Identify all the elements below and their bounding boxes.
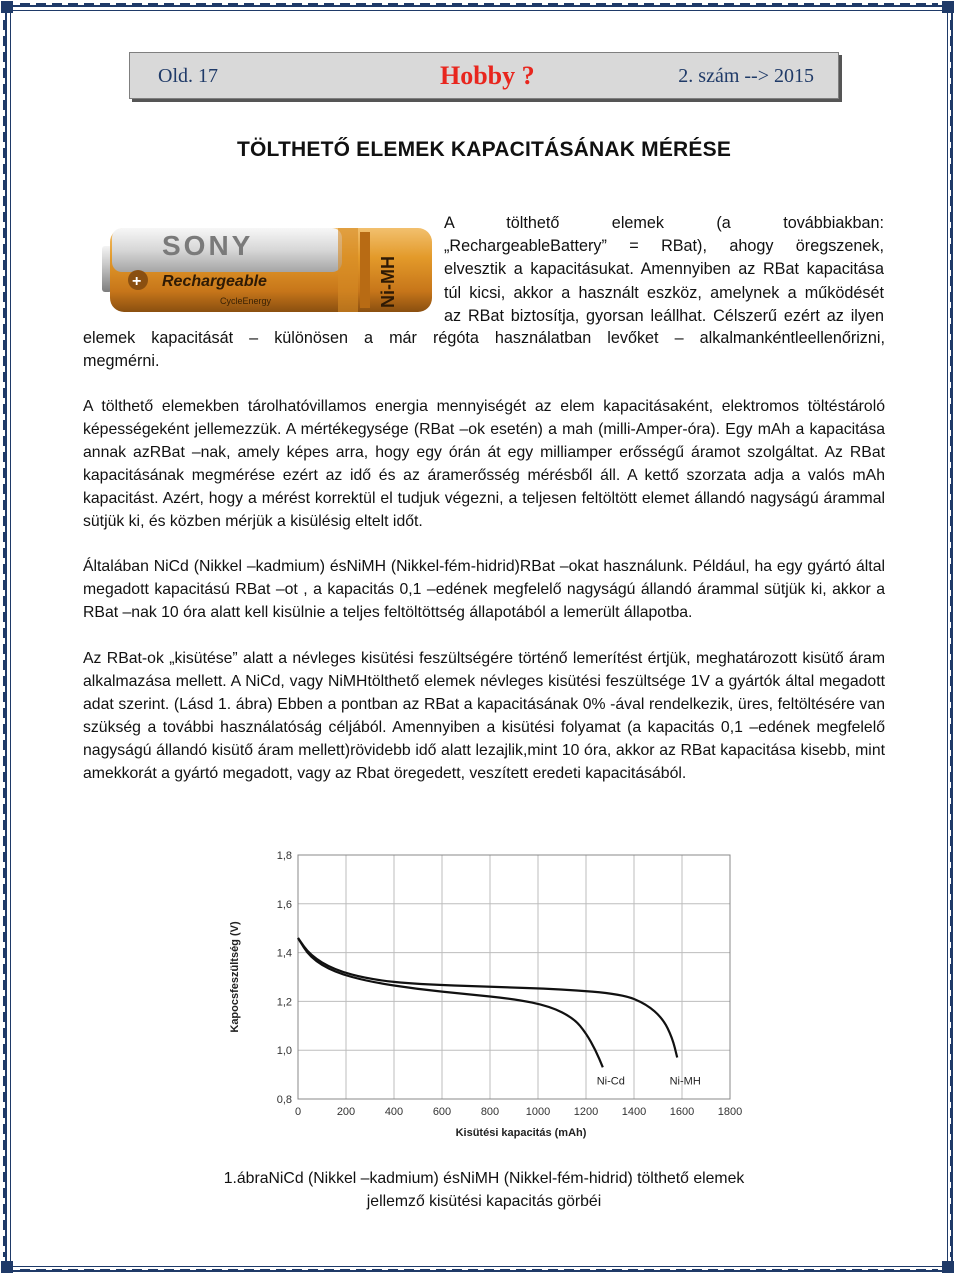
battery-brand-text: SONY bbox=[162, 230, 254, 261]
chart-y-tick-label: 1,2 bbox=[276, 996, 292, 1009]
intro-last-line: megmérni. bbox=[83, 352, 160, 370]
chart-y-tick-label: 1,6 bbox=[276, 898, 292, 911]
chart-y-tick-label: 1,8 bbox=[276, 850, 292, 862]
corner-ornament bbox=[942, 1, 954, 13]
chart-x-tick-label: 1400 bbox=[621, 1106, 647, 1118]
battery-stripe bbox=[338, 228, 358, 312]
article-title: TÖLTHETŐ ELEMEK KAPACITÁSÁNAK MÉRÉSE bbox=[236, 138, 732, 161]
chart-series-label-ni-cd: Ni-Cd bbox=[596, 1075, 625, 1088]
figure-caption-line: jellemző kisütési kapacitás görbéi bbox=[366, 1193, 602, 1210]
chart-x-tick-label: 600 bbox=[432, 1106, 452, 1118]
paragraph-capacity-definition: A tölthető elemekben tárolhatóvillamos energia mennyiségét az elem kapacitásaként, elektromos töltéstároló képességeként jellemezzük. A mértékegysége (RBat –ok esetén) a mah (milli-Amper-óra). Egy mAh a kapacitása annak azRBat –nak, amely képes arra, hogy egy órán át egy milliamper erősségű áramot szolgáltat. Az RBat kapacitásának megmérése ezért az idő és az áramerősség mérésből áll. A kettő szorzata adja a valós mAh kapacitást. Azért, hogy a mérést korrektül el tudjuk végezni, a teljesen feltöltött elemet állandó nagyságú árammal sütjük ki, és közben mérjük a kisülésig eltelt időt. bbox=[83, 398, 885, 530]
chart-y-tick-label: 0,8 bbox=[276, 1094, 292, 1106]
page-border-right-dash bbox=[950, 20, 953, 1257]
chart-x-tick-label: 800 bbox=[480, 1106, 500, 1118]
intro-line: elvesztik a kapacitásukat. Amennyiben az RBat kapacitása bbox=[444, 260, 884, 279]
paragraph-battery-types: Általában NiCd (Nikkel –kadmium) ésNiMH (Nikkel-fém-hidrid)RBat –okat használunk. Például, ha egy gyártó által megadott kapacitású RBat –ot , a kapacitás 0,1 –edének megfelelő nagyságú állandó árammal sütjük ki, akkor a RBat –nak 10 óra alatt kell kisülnie a teljes feltöltöttség állapotából a lemerült állapotba. bbox=[83, 558, 885, 621]
page-border-top-dash bbox=[20, 3, 938, 6]
chart-x-tick-label: 1600 bbox=[669, 1106, 695, 1118]
battery-image bbox=[102, 222, 438, 318]
chart-x-tick-label: 400 bbox=[384, 1106, 404, 1118]
battery-label-text: Rechargeable bbox=[162, 273, 267, 290]
chart-x-tick-label: 1800 bbox=[717, 1106, 742, 1118]
paragraph-discharge: Az RBat-ok „kisütése” alatt a névleges kisütési feszültségére történő lemerítést értjük, meghatározott kisütő áram alkalmazása mellett. A NiCd, vagy NiMHtölthető elemek névleges kisütési feszültsége 1V a gyártók által megadott adat szerint. (Lásd 1. ábra) Ebben a pontban az RBat a kapacitásának 0% -ával rendelkezik, üres, feltöltésére van szükség a további használatóság céljából. Amennyiben a kisütési folyamat (a kapacitás 0,1 –edének megfelelő nagyságú állandó kisütő áram mellett)rövidebb idő alatt lezajlik,mint 10 óra, akkor az RBat kapacitása kisebb, mint amekkorát a gyártó megadott, vagy az Rbat öregedett, veszített eredeti kapacitásából. bbox=[83, 650, 885, 782]
chart-line-ni-mh bbox=[298, 938, 677, 1058]
header-page-number: Old. 17 bbox=[158, 65, 218, 87]
header-issue: 2. szám --> 2015 bbox=[678, 65, 814, 87]
battery-type-text: Ni-MH bbox=[378, 256, 398, 308]
header-box bbox=[129, 52, 839, 99]
chart-series-label-ni-mh: Ni-MH bbox=[669, 1075, 701, 1088]
chart-line-ni-cd bbox=[298, 938, 603, 1067]
chart-x-tick-label: 1000 bbox=[525, 1106, 551, 1118]
intro-wide-line: elemek kapacitását – különösen a már régóta használatban levőket – alkalmankéntleellenőrizni, bbox=[83, 329, 885, 347]
chart-y-tick-label: 1,0 bbox=[276, 1045, 292, 1058]
chart-x-tick-label: 0 bbox=[294, 1106, 302, 1118]
header-magazine-title: Hobby ? bbox=[440, 61, 535, 90]
corner-ornament bbox=[1, 1, 13, 13]
chart-x-ticks bbox=[295, 1106, 742, 1118]
corner-ornament bbox=[1, 1261, 13, 1273]
chart-y-ticks bbox=[277, 850, 292, 1106]
intro-line: „RechargeableBattery” = RBat), ahogy öregszenek, bbox=[444, 237, 884, 256]
intro-line: A tölthető elemek (a továbbiakban: bbox=[444, 214, 884, 232]
chart-y-tick-label: 1,4 bbox=[276, 947, 292, 960]
chart-series bbox=[298, 938, 677, 1067]
chart-x-tick-label: 1200 bbox=[573, 1106, 599, 1118]
chart-y-axis-label: Kapocsfeszültség (V) bbox=[229, 921, 241, 1033]
page-border-left-dash bbox=[3, 20, 6, 1257]
figure-caption-line: 1.ábraNiCd (Nikkel –kadmium) ésNiMH (Nikkel-fém-hidrid) tölthető elemek bbox=[223, 1170, 745, 1187]
chart-series-labels bbox=[597, 1075, 701, 1087]
battery-fine-print bbox=[360, 232, 370, 308]
intro-text-block bbox=[444, 212, 884, 328]
battery-sub-text: CycleEnergy bbox=[220, 296, 272, 306]
page-border-bottom-dash bbox=[20, 1269, 938, 1272]
discharge-chart bbox=[226, 837, 742, 1149]
chart-x-tick-label: 200 bbox=[336, 1106, 356, 1118]
figure-caption bbox=[83, 1167, 885, 1213]
chart-x-axis-label: Kisütési kapacitás (mAh) bbox=[455, 1127, 587, 1139]
intro-line: az RBat biztosítja, gyorsan leállhat. Célszerű ezért az ilyen bbox=[444, 306, 884, 325]
plus-icon-glyph: + bbox=[132, 273, 142, 290]
corner-ornament bbox=[942, 1261, 954, 1273]
intro-line: túl kicsi, akkor a használt eszköz, amelynek a működését bbox=[444, 283, 884, 302]
